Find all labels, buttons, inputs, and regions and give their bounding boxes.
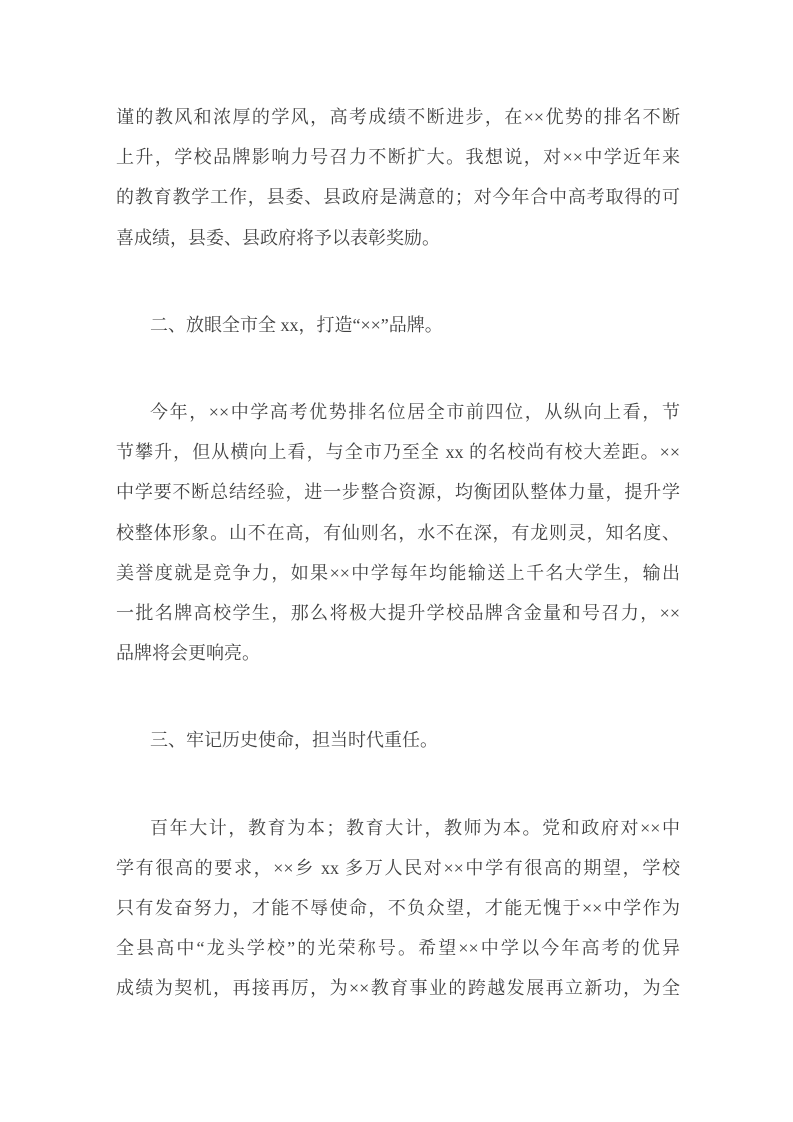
text-line: 只有发奋努力，才能不辱使命，不负众望，才能无愧于××中学作为 [116,898,680,919]
section-heading [116,305,680,345]
text-line: 谨的教风和浓厚的学风，高考成绩不断进步，在××优势的排名不断 [116,107,680,127]
text-line: 一批名牌高校学生，那么将极大提升学校品牌含金量和号召力，×× [116,603,680,624]
text-line: 百年大计，教育为本；教育大计，教师为本。党和政府对××中 [150,817,680,838]
text-line: 的教育教学工作，县委、县政府是满意的；对今年合中高考取得的可 [116,187,680,208]
text-line: 成绩为契机，再接再厉，为××教育事业的跨越发展再立新功，为全 [116,978,680,999]
paragraph [116,97,680,258]
text-line: 美誉度就是竞争力，如果××中学每年均能输送上千名大学生，输出 [116,562,680,583]
text-line: 全县高中“龙头学校”的光荣称号。希望××中学以今年高考的优异 [116,938,680,959]
heading-line: 三、牢记历史使命，担当时代重任。 [150,730,438,751]
heading-line: 二、放眼全市全 xx，打造“××”品牌。 [150,314,443,335]
paragraph [116,392,680,673]
text-line: 中学要不断总结经验，进一步整合资源，均衡团队整体力量，提升学 [116,482,680,503]
text-line: 今年，××中学高考优势排名位居全市前四位，从纵向上看，节 [150,402,680,423]
paragraph [116,808,680,1009]
text-line: 上升，学校品牌影响力号召力不断扩大。我想说，对××中学近年来 [116,147,680,168]
text-line: 校整体形象。山不在高，有仙则名，水不在深，有龙则灵，知名度、 [116,522,680,543]
text-line: 喜成绩，县委、县政府将予以表彰奖励。 [116,227,440,248]
text-line: 学有很高的要求，××乡 xx 多万人民对××中学有很高的期望，学校 [116,857,680,878]
text-line: 品牌将会更响亮。 [116,643,260,664]
text-line: 节攀升，但从横向上看，与全市乃至全 xx 的名校尚有校大差距。×× [116,442,680,463]
document-body [116,97,680,1009]
section-heading [116,720,680,760]
